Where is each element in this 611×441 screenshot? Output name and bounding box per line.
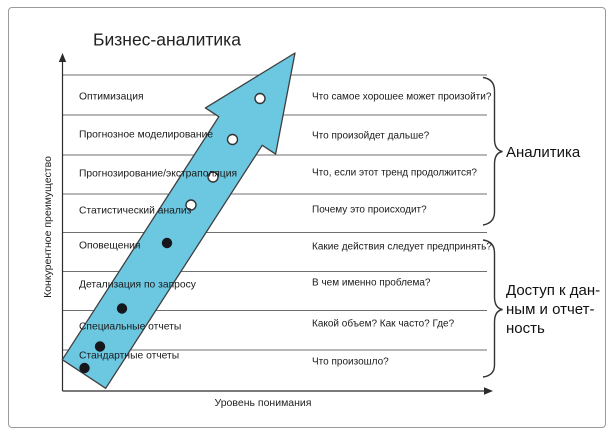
row-label-statistical-analysis: Статистический анализ (79, 205, 192, 217)
access-reporting-brace (483, 240, 503, 377)
filled-dot (162, 238, 172, 248)
hollow-dot (255, 94, 265, 104)
row-question-5: Какие действия следует предпринять? (312, 241, 492, 253)
row-question-3: Что, если этот тренд продолжится? (312, 167, 477, 179)
group-label-line: ным и отчет- (506, 301, 595, 318)
row-question-4: Почему это происходит? (312, 204, 427, 216)
group-label-analytics: Аналитика (506, 143, 581, 161)
row-label-forecasting: Прогнозирование/экстраполяция (79, 168, 238, 180)
row-label-alerts: Оповещения (79, 240, 141, 252)
group-label-access-reporting (506, 281, 606, 338)
y-axis-arrowhead-icon (59, 53, 66, 62)
x-axis-arrowhead-icon (484, 387, 493, 394)
row-question-8: Что произошло? (312, 356, 389, 368)
row-label-predictive-modeling: Прогнозное моделирование (79, 129, 214, 141)
row-question-1: Что самое хорошее может произойти? (312, 91, 492, 103)
y-axis-label: Конкурентное преимущество (42, 156, 54, 298)
x-axis-label: Уровень понимания (214, 397, 312, 410)
row-question-2: Что произойдет дальше? (312, 130, 430, 142)
diagram-title: Бизнес-аналитика (93, 29, 241, 50)
hollow-dot (228, 135, 238, 145)
filled-dot (117, 303, 127, 313)
filled-dot (79, 363, 89, 373)
row-question-7: Какой объем? Как часто? Где? (312, 318, 455, 330)
row-question-6: В чем именно проблема? (312, 277, 431, 289)
row-label-drilldown: Детализация по запросу (79, 279, 196, 291)
row-label-standard-reports: Стандартные отчеты (79, 350, 180, 362)
group-label-line: Доступ к дан- (506, 282, 601, 299)
group-label-line: ность (506, 320, 545, 337)
row-label-adhoc-reports: Специальные отчеты (79, 321, 182, 333)
row-label-optimization: Оптимизация (79, 91, 144, 103)
